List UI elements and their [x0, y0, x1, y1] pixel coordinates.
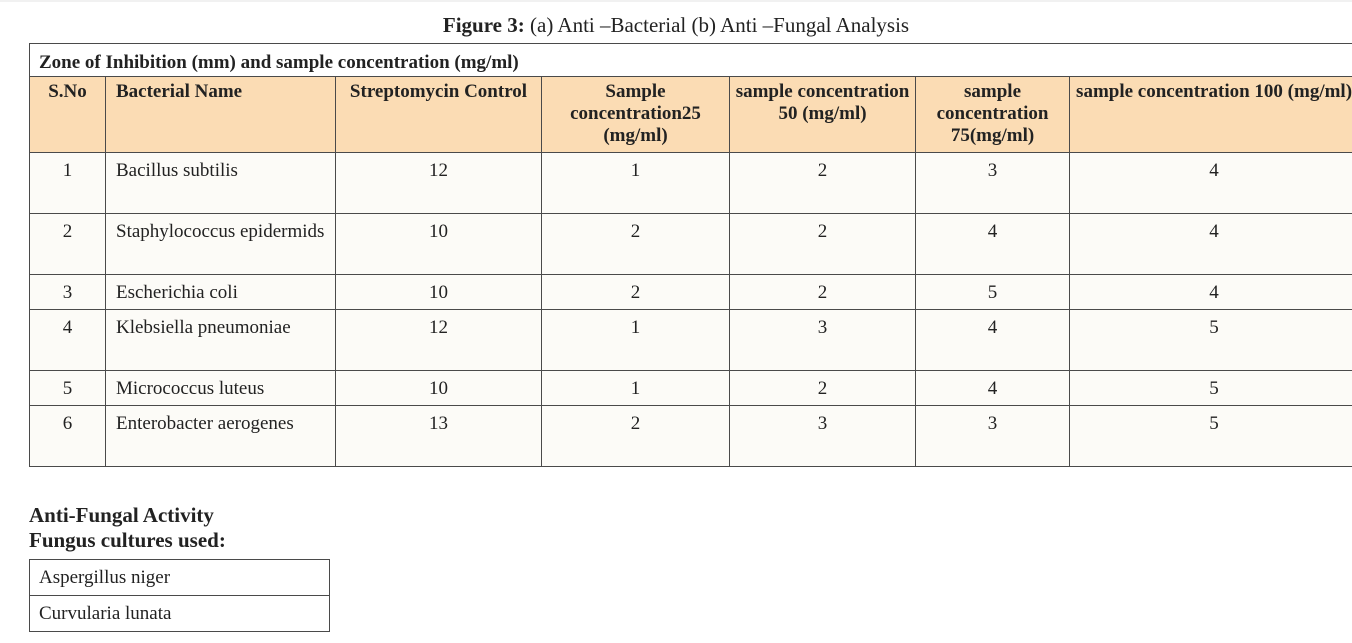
cell-conc-50: 3 [730, 310, 916, 371]
cell-conc-50: 3 [730, 406, 916, 467]
cell-conc-25: 1 [542, 153, 730, 214]
header-concentration-75: sample concentration 75(mg/ml) [916, 77, 1070, 153]
cell-conc-75: 4 [916, 214, 1070, 275]
cell-conc-100: 4 [1070, 214, 1352, 275]
cell-conc-50: 2 [730, 371, 916, 406]
fungus-cultures-heading: Fungus cultures used: [29, 528, 226, 552]
cell-control: 13 [336, 406, 542, 467]
table-row [30, 310, 1352, 371]
cell-sno: 2 [30, 214, 106, 275]
figure-caption [0, 12, 1352, 38]
cell-conc-75: 5 [916, 275, 1070, 310]
cell-conc-100: 5 [1070, 310, 1352, 371]
cell-conc-75: 3 [916, 406, 1070, 467]
header-concentration-25: Sample concentration25 (mg/ml) [542, 77, 730, 153]
cell-conc-100: 4 [1070, 275, 1352, 310]
cell-sno: 3 [30, 275, 106, 310]
cell-sno: 4 [30, 310, 106, 371]
table-row [30, 275, 1352, 310]
list-item [30, 560, 330, 596]
cell-bacterial-name: Staphylococcus epidermids [106, 214, 336, 275]
cell-conc-75: 4 [916, 371, 1070, 406]
header-concentration-100: sample concentration 100 (mg/ml) [1070, 77, 1352, 153]
cell-control: 10 [336, 275, 542, 310]
table-row [30, 153, 1352, 214]
list-item [30, 596, 330, 632]
table-row [30, 371, 1352, 406]
cell-conc-50: 2 [730, 153, 916, 214]
cell-conc-50: 2 [730, 275, 916, 310]
cell-bacterial-name: Escherichia coli [106, 275, 336, 310]
cell-conc-25: 2 [542, 214, 730, 275]
cell-bacterial-name: Micrococcus luteus [106, 371, 336, 406]
cell-control: 12 [336, 153, 542, 214]
cell-sno: 6 [30, 406, 106, 467]
header-concentration-50: sample concentration 50 (mg/ml) [730, 77, 916, 153]
cell-bacterial-name: Enterobacter aerogenes [106, 406, 336, 467]
cell-conc-75: 3 [916, 153, 1070, 214]
cell-sno: 1 [30, 153, 106, 214]
header-bacterial-name: Bacterial Name [106, 77, 336, 153]
cell-conc-25: 1 [542, 371, 730, 406]
table-row [30, 214, 1352, 275]
cell-control: 12 [336, 310, 542, 371]
cell-conc-25: 2 [542, 275, 730, 310]
cell-conc-25: 2 [542, 406, 730, 467]
fungus-culture-name: Aspergillus niger [30, 560, 330, 596]
cell-conc-100: 5 [1070, 406, 1352, 467]
cell-conc-25: 1 [542, 310, 730, 371]
cell-conc-50: 2 [730, 214, 916, 275]
cell-conc-75: 4 [916, 310, 1070, 371]
top-border [0, 0, 1352, 2]
cell-conc-100: 5 [1070, 371, 1352, 406]
table-row [30, 406, 1352, 467]
antibacterial-table [29, 43, 1352, 467]
cell-bacterial-name: Bacillus subtilis [106, 153, 336, 214]
table-title-row [30, 44, 1352, 77]
cell-bacterial-name: Klebsiella pneumoniae [106, 310, 336, 371]
table-title: Zone of Inhibition (mm) and sample concentration (mg/ml) [30, 44, 1352, 77]
antifungal-heading: Anti-Fungal Activity [29, 503, 214, 527]
cell-conc-100: 4 [1070, 153, 1352, 214]
header-sno: S.No [30, 77, 106, 153]
fungus-culture-name: Curvularia lunata [30, 596, 330, 632]
fungus-cultures-table [29, 559, 330, 632]
table-header-row [30, 77, 1352, 153]
cell-control: 10 [336, 371, 542, 406]
header-streptomycin-control: Streptomycin Control [336, 77, 542, 153]
cell-sno: 5 [30, 371, 106, 406]
cell-control: 10 [336, 214, 542, 275]
figure-caption-text: (a) Anti –Bacterial (b) Anti –Fungal Analysis [524, 13, 910, 37]
figure-label: Figure 3: [442, 13, 525, 37]
